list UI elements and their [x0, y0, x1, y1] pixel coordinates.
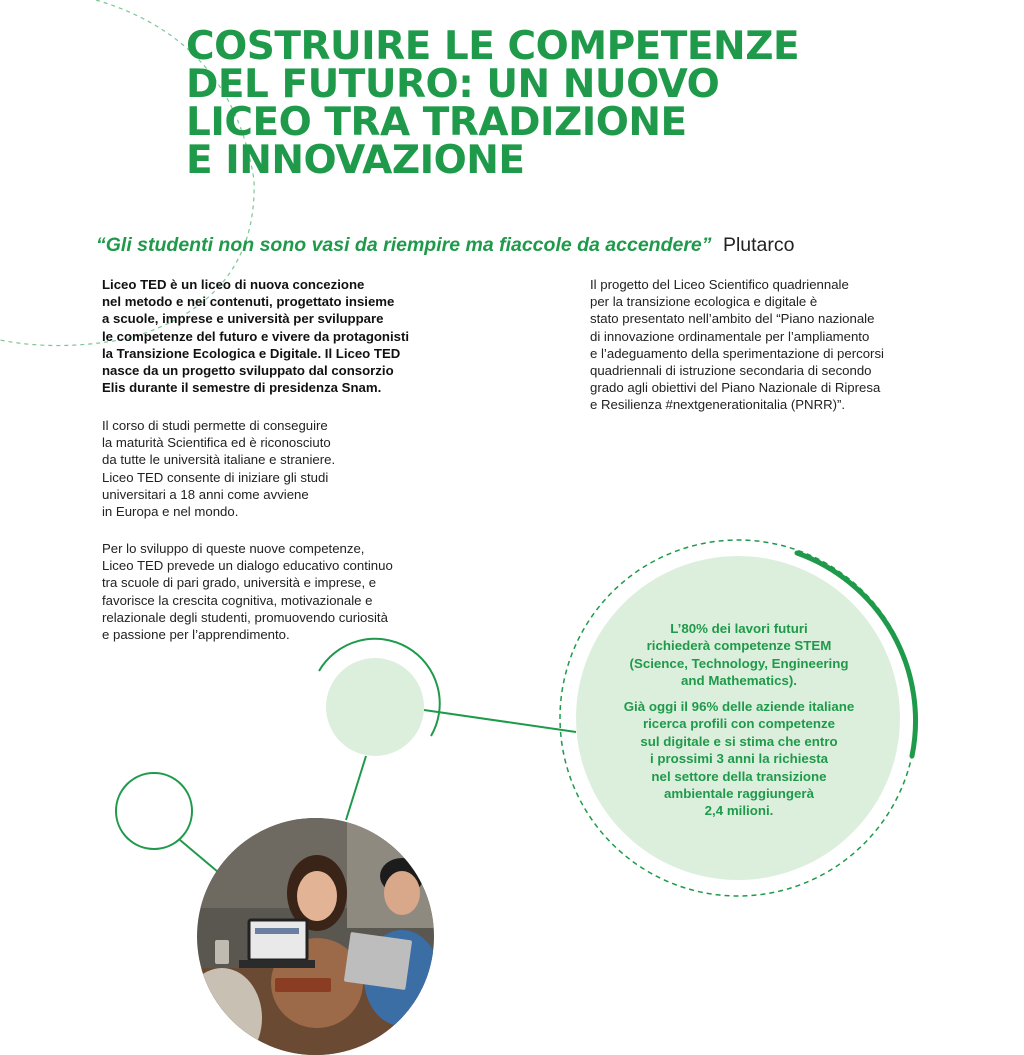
quote-block [96, 232, 956, 258]
intro-line: la Transizione Ecologica e Digitale. Il Liceo TED [102, 345, 401, 361]
stem-stat-line: richiederà competenze STEM [646, 638, 832, 654]
project-paragraph [590, 276, 884, 414]
laptop-right [344, 932, 412, 990]
skills-line: Per lo sviluppo di queste nuove competenze, [102, 541, 365, 556]
title-line: DEL FUTURO: UN NUOVO [186, 62, 720, 107]
project-line: Il progetto del Liceo Scientifico quadriennale [590, 277, 849, 292]
intro-paragraph [102, 276, 409, 396]
digital-stat-line: i prossimi 3 anni la richiesta [649, 751, 829, 767]
stem-stat-line: L’80% dei lavori futuri [670, 621, 808, 636]
skills-line: e passione per l’apprendimento. [102, 627, 290, 643]
digital-stat-line: 2,4 milioni. [704, 803, 774, 819]
notebook [275, 978, 331, 992]
skills-line: favorisce la crescita cognitiva, motivazionale e [102, 592, 373, 608]
project-line: per la transizione ecologica e digitale è [590, 294, 818, 310]
digital-stat-line: sul digitale e si stima che entro [640, 733, 838, 749]
project-line: e Resilienza #nextgenerationitalia (PNRR)”. [590, 397, 846, 413]
course-line: Il corso di studi permette di conseguire [102, 418, 328, 433]
course-paragraph [102, 417, 335, 520]
connector-circle-filled [326, 658, 424, 756]
woman-face [297, 871, 337, 921]
intro-line: a scuole, imprese e università per sviluppare [102, 311, 384, 327]
laptop-screen-content [255, 928, 299, 934]
project-line: di innovazione ordinamentale per l’ampliamento [590, 328, 870, 344]
digital-stat-line: ambientale raggiungerà [664, 786, 814, 802]
course-line: la maturità Scientifica ed è riconosciuto [102, 435, 331, 451]
title-line: LICEO TRA TRADIZIONE [186, 100, 687, 145]
students-photo [197, 818, 434, 1055]
title-line: COSTRUIRE LE COMPETENZE [186, 24, 800, 69]
stem-stat [589, 620, 889, 690]
course-line: in Europa e nel mondo. [102, 504, 239, 520]
digital-stat-line: nel settore della transizione [651, 768, 827, 784]
small-outline-circle [116, 773, 192, 849]
intro-line: Elis durante il semestre di presidenza Snam. [102, 380, 382, 396]
glass [215, 940, 229, 964]
project-line: quadriennali di istruzione secondaria di secondo [590, 363, 872, 379]
stem-stat-line: and Mathematics). [680, 673, 797, 689]
course-line: universitari a 18 anni come avviene [102, 486, 309, 502]
man-face [384, 871, 420, 915]
quote-author: Plutarco [722, 234, 795, 256]
skills-line: relazionale degli studenti, promuovendo curiosità [102, 609, 388, 625]
digital-stat-line: ricerca profili con competenze [642, 716, 836, 732]
skills-paragraph [102, 540, 393, 643]
laptop-screen [249, 920, 307, 960]
project-line: stato presentato nell’ambito del “Piano nazionale [590, 311, 875, 327]
connector-line-right [424, 710, 576, 732]
intro-line: nasce da un progetto sviluppato dal consorzio [102, 363, 394, 379]
page-title [186, 24, 886, 183]
intro-line: Liceo TED è un liceo di nuova concezione [102, 277, 365, 292]
digital-stat [589, 698, 889, 820]
intro-line: nel metodo e nei contenuti, progettato insieme [102, 294, 395, 310]
digital-stat-line: Già oggi il 96% delle aziende italiane [623, 699, 855, 714]
title-line: E INNOVAZIONE [186, 138, 525, 183]
project-line: grado agli obiettivi del Piano Nazionale di Ripresa [590, 380, 881, 396]
quote-text: “Gli studenti non sono vasi da riempire ma fiaccole da accendere” [96, 234, 712, 256]
connector-line-down [346, 756, 366, 820]
course-line: da tutte le università italiane e straniere. [102, 452, 336, 468]
course-line: Liceo TED consente di iniziare gli studi [102, 469, 329, 485]
skills-line: tra scuole di pari grado, università e imprese, e [102, 575, 377, 591]
intro-line: le competenze del futuro e vivere da protagonisti [102, 328, 410, 344]
skills-line: Liceo TED prevede un dialogo educativo continuo [102, 558, 393, 574]
project-line: e l’adeguamento della sperimentazione di percorsi [590, 345, 884, 361]
connector-line-photo [180, 840, 218, 872]
stem-stat-line: (Science, Technology, Engineering [629, 655, 849, 671]
laptop-base [239, 960, 315, 968]
